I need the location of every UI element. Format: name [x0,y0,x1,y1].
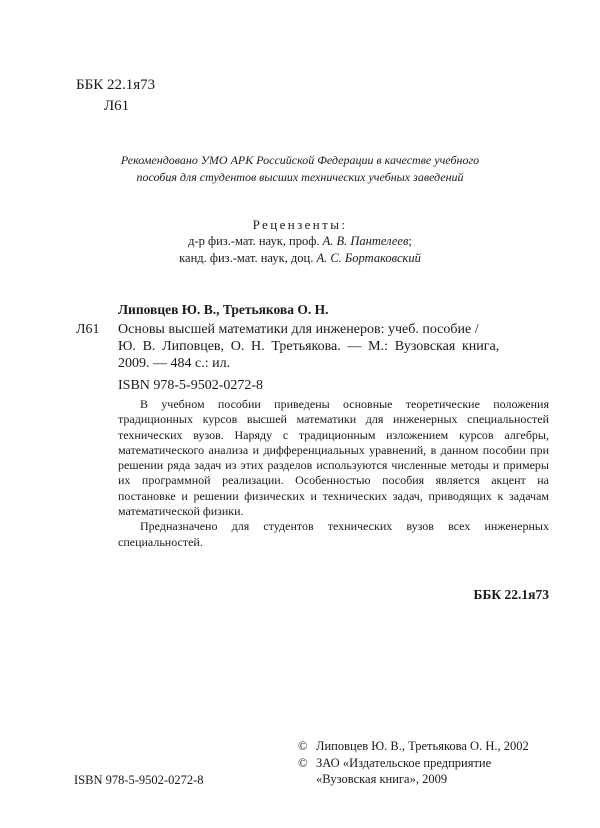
recommendation-note [90,152,510,186]
copyright-symbol: © [298,739,308,753]
reviewer-name: А. С. Бортаковский [316,251,421,265]
catalog-author-mark: Л61 [76,322,100,337]
abstract [118,397,549,550]
author-mark-top: Л61 [104,98,130,114]
reviewers-title: Рецензенты: [252,217,348,232]
reviewer-suffix: ; [408,234,412,248]
copyright-symbol: © [298,755,308,770]
copyright-block [298,738,529,788]
reviewer-degree: канд. физ.-мат. наук, доц. [179,251,317,265]
catalog-description-line: Ю. В. Липовцев, О. Н. Третьякова. — М.: Вузовская книга, [118,339,500,354]
bbk-code-bottom: ББК 22.1я73 [473,587,549,602]
catalog-description [118,321,549,372]
footer-isbn: ISBN 978-5-9502-0272-8 [74,773,204,787]
copyright-row [298,771,529,788]
abstract-paragraph: В учебном пособии приведены основные теоретические положения традиционных курсов высшей математики для инженерных специальностей технических вузов. Наряду с традиционным изложением курсов алгебры, математического анализа и дифференциальных уравнений, в данном пособии при решении ряда задач из этих разделов используются численные методы и примеры их программной реализации. Особенностью пособия является акцент на постановке и решении физических и технических задач, приводящих к задачам математической физики. [118,397,549,519]
catalog-description-line: 2009. — 484 с.: ил. [118,356,231,371]
abstract-paragraph: Предназначено для студентов технических вузов всех инженерных специальностей. [118,519,549,549]
reviewer-degree: д-р физ.-мат. наук, проф. [188,234,323,248]
recommendation-line: Рекомендовано УМО АРК Российской Федерации в качестве учебного [120,153,480,167]
reviewer-line [90,233,510,250]
copyright-line: «Вузовская книга», 2009 [316,772,448,786]
copyright-line: Липовцев Ю. В., Третьякова О. Н., 2002 [316,739,529,753]
bbk-code-top: ББК 22.1я73 [76,77,156,93]
copyright-row [298,738,529,755]
catalog-description-line: Основы высшей математики для инженеров: учеб. пособие / [118,322,479,337]
copyright-line: ЗАО «Издательское предприятие [316,755,492,770]
reviewer-line [90,250,510,267]
reviewer-name: А. В. Пантелеев [322,234,409,248]
copyright-row [298,755,529,772]
catalog-authors: Липовцев Ю. В., Третьякова О. Н. [118,302,329,317]
catalog-isbn: ISBN 978-5-9502-0272-8 [118,378,264,393]
recommendation-line: пособия для студентов высших технических учебных заведений [136,170,464,184]
